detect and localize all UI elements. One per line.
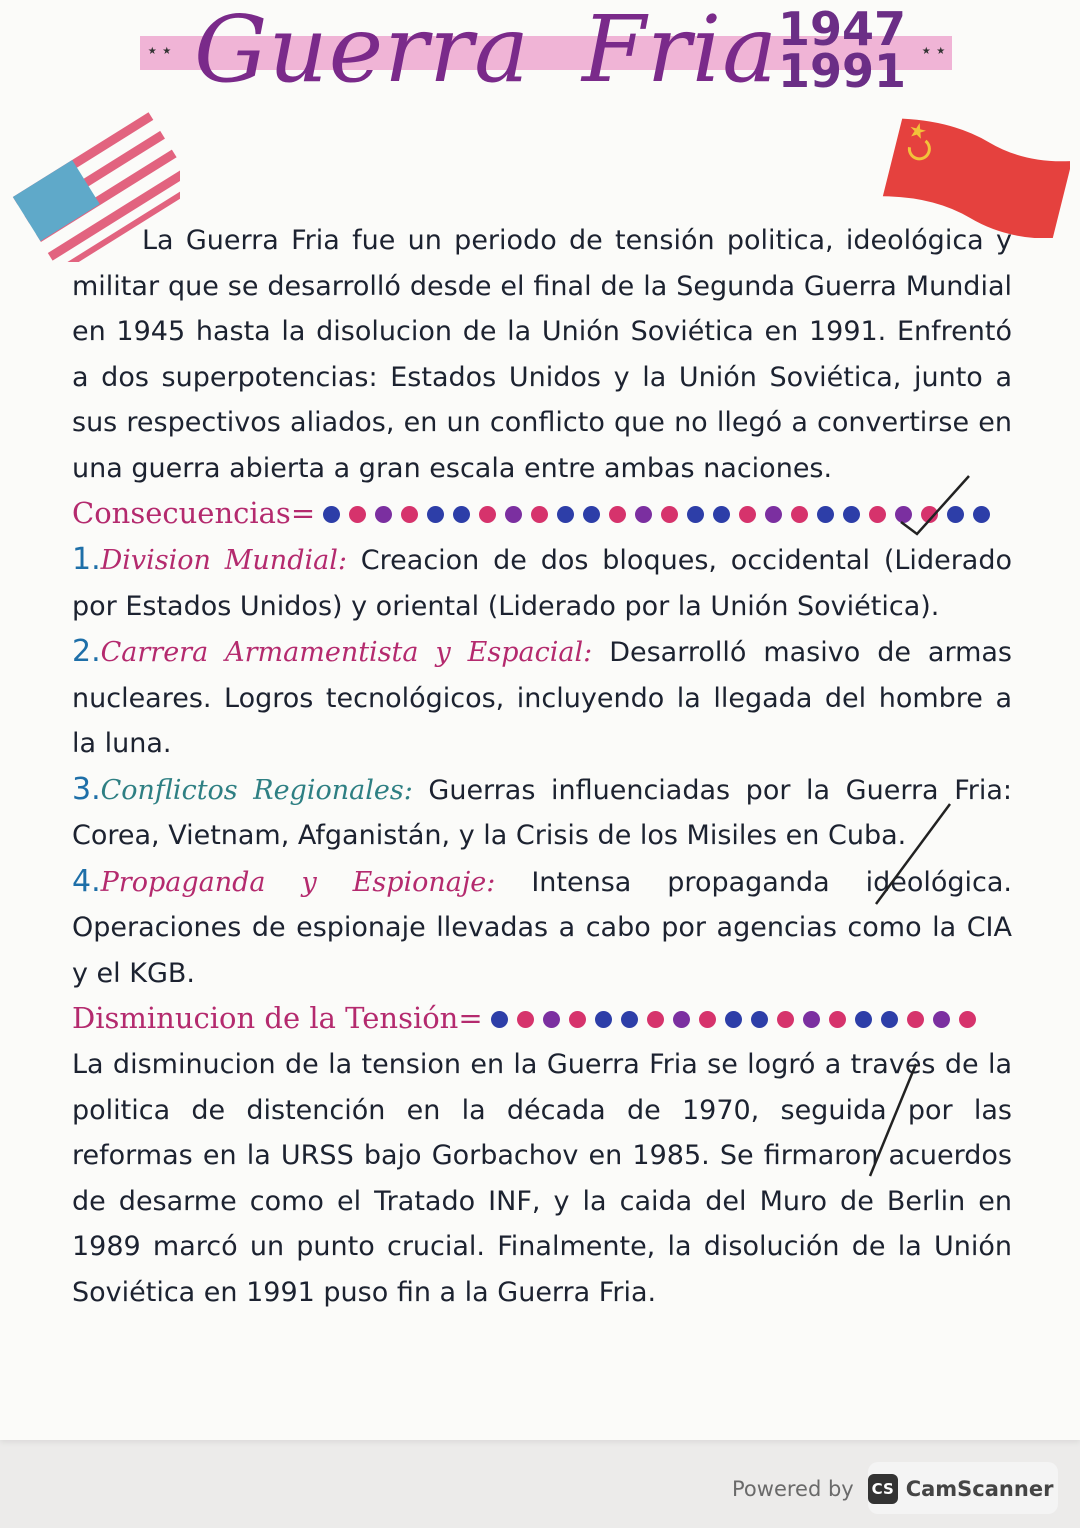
divider-dot — [869, 506, 886, 523]
powered-by-label: Powered by — [732, 1477, 854, 1501]
camscanner-logo-icon: CS — [868, 1474, 898, 1504]
consequence-item — [72, 629, 1012, 767]
divider-dot — [595, 1011, 612, 1028]
divider-dot — [751, 1011, 768, 1028]
item-text: Creacion de dos bloques, occidental (Liderado por Estados Unidos) y oriental (Liderado por la Unión Soviética). — [72, 545, 1012, 622]
divider-dot — [765, 506, 782, 523]
divider-dot — [543, 1011, 560, 1028]
title-word-guerra: Guerra — [194, 0, 530, 103]
divider-dot — [505, 506, 522, 523]
divider-dot — [881, 1011, 898, 1028]
divider-dot — [661, 506, 678, 523]
divider-dot — [569, 1011, 586, 1028]
scanner-watermark — [732, 1466, 1062, 1512]
dot-divider — [491, 1011, 976, 1028]
item-text: Desarrolló masivo de armas nucleares. Logros tecnológicos, incluyendo la llegada del hombre a la luna. — [72, 637, 1013, 759]
divider-dot — [375, 506, 392, 523]
item-text: Guerras influenciadas por la Guerra Fria: Corea, Vietnam, Afganistán, y la Crisis de los Misiles en Cuba. — [72, 774, 1013, 851]
divider-dot — [583, 506, 600, 523]
tension-paragraph: La disminucion de la tension en la Guerra Fria se logró a través de la politica de distención en la década de 1970, seguida por las reformas en la URSS bajo Gorbachov en 1985. Se firmaron acuerdos de desarme como el Tratado INF, y la caida del Muro de Berlin en 1989 marcó un punto crucial. Finalmente, la disolución de la Unión Soviética en 1991 puso fin a la Guerra Fria. — [72, 1049, 1012, 1308]
divider-dot — [959, 1011, 976, 1028]
item-title: Conflictos Regionales: — [100, 774, 413, 806]
divider-dot — [349, 506, 366, 523]
divider-dot — [453, 506, 470, 523]
divider-dot — [323, 506, 340, 523]
divider-dot — [427, 506, 444, 523]
page-title — [194, 0, 779, 103]
divider-dot — [973, 506, 990, 523]
divider-dot — [843, 506, 860, 523]
item-number: 2. — [72, 634, 101, 669]
consequences-label: Consecuencias= — [72, 496, 316, 531]
title-star-left: ⋆⋆ — [146, 38, 176, 62]
divider-dot — [907, 1011, 924, 1028]
divider-dot — [713, 506, 730, 523]
divider-dot — [557, 506, 574, 523]
divider-dot — [687, 506, 704, 523]
divider-dot — [699, 1011, 716, 1028]
divider-dot — [531, 506, 548, 523]
divider-dot — [647, 1011, 664, 1028]
title-area — [140, 0, 960, 160]
divider-dot — [635, 506, 652, 523]
year-range — [778, 2, 907, 99]
divider-dot — [855, 1011, 872, 1028]
consequences-heading — [72, 491, 1012, 537]
divider-dot — [817, 506, 834, 523]
tension-heading — [72, 996, 1012, 1042]
title-word-fria: Fria — [582, 0, 779, 103]
dot-divider — [323, 506, 990, 523]
check-mark-icon — [866, 800, 956, 910]
divider-dot — [673, 1011, 690, 1028]
year-start: 1947 — [778, 2, 907, 56]
item-text: Intensa propaganda ideológica. Operaciones de espionaje llevadas a cabo por agencias como la CIA y el KGB. — [72, 866, 1012, 989]
check-mark-icon — [862, 1060, 922, 1180]
item-number: 1. — [72, 542, 101, 577]
camscanner-brand: CamScanner — [905, 1477, 1054, 1501]
tension-label: Disminucion de la Tensión= — [72, 1001, 483, 1036]
divider-dot — [609, 506, 626, 523]
divider-dot — [791, 506, 808, 523]
divider-dot — [933, 1011, 950, 1028]
divider-dot — [517, 1011, 534, 1028]
divider-dot — [491, 1011, 508, 1028]
divider-dot — [725, 1011, 742, 1028]
divider-dot — [777, 1011, 794, 1028]
consequence-item — [72, 537, 1012, 629]
year-end: 1991 — [778, 44, 907, 99]
item-number: 4. — [72, 863, 101, 899]
title-star-right: ⋆⋆ — [920, 38, 950, 62]
divider-dot — [829, 1011, 846, 1028]
item-title: Division Mundial: — [100, 545, 347, 576]
item-number: 3. — [72, 771, 101, 807]
item-title: Carrera Armamentista y Espacial: — [100, 637, 593, 668]
divider-dot — [401, 506, 418, 523]
intro-paragraph: La Guerra Fria fue un periodo de tensión politica, ideológica y militar que se desarrolló desde el final de la Segunda Guerra Mundial en 1945 hasta la disolucion de la Unión Soviética en 1991. Enfrentó a dos superpotencias: Estados Unidos y la Unión Soviética, junto a sus respectivos aliados, en un conflicto que no llegó a convertirse en una guerra abierta a gran escala entre ambas naciones. — [72, 225, 1012, 484]
divider-dot — [621, 1011, 638, 1028]
divider-dot — [739, 506, 756, 523]
item-title: Propaganda y Espionaje: — [100, 866, 496, 898]
divider-dot — [479, 506, 496, 523]
check-mark-icon — [895, 470, 975, 540]
divider-dot — [803, 1011, 820, 1028]
